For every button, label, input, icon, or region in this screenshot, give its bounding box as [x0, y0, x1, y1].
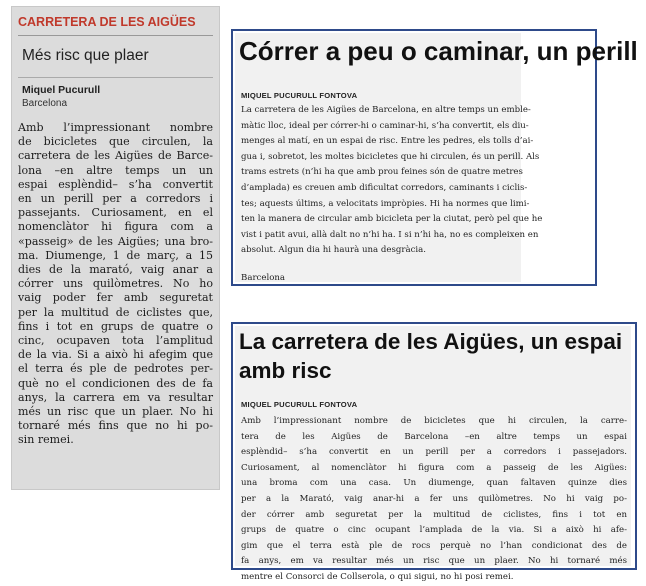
- letter-title: Córrer a peu o caminar, un perill: [239, 36, 638, 66]
- newspaper-clipping: [11, 6, 220, 490]
- body-line: tornaré més fins que no hi po-: [18, 419, 213, 433]
- body-line: de bicicletes que circulen, la: [18, 135, 213, 149]
- published-letter-2: [231, 322, 637, 582]
- body-line: ten la manera de circular amb bicicleta per la ciutat, però pel que he: [241, 214, 543, 225]
- letter-body: [241, 103, 543, 259]
- body-line: mentre el Consorci de Collserola, o qui sigui, no hi posi remei.: [241, 571, 514, 582]
- body-line: fa anys, em va resultar més un risc que un plaer. No hi tornaré més: [241, 556, 627, 567]
- body-line: màtic lloc, ideal per córrer-hi o caminar-hi, s’ha convertit, els diu-: [241, 120, 529, 131]
- title-line: La carretera de les Aigües, un espai: [239, 329, 623, 354]
- body-line: per a la Marató, vaig anar-hi a fer uns quilòmetres. No hi vaig po-: [241, 493, 627, 504]
- section-header: CARRETERA DE LES AIGÜES: [18, 15, 196, 29]
- body-line: Amb l’impressionant nombre: [18, 121, 213, 134]
- body-line: passejants. Curiosament, en el: [18, 206, 213, 220]
- body-line: der córrer amb seguretat per la multitud de ciclistes, fins i tot en: [241, 509, 627, 520]
- clipping-headline: Més risc que plaer: [22, 47, 149, 64]
- body-line: fins i tot en grups de quatre o: [18, 319, 213, 333]
- body-line: La carretera de les Aigües de Barcelona, en altre temps un emble-: [241, 105, 531, 115]
- body-line: esplèndid– s’ha convertit en un perill per a corredors i passejadors.: [241, 447, 627, 458]
- body-line: lona –en altre temps un un: [18, 163, 213, 177]
- letter-title: [239, 327, 622, 385]
- body-line: Curiosament, al nomenclàtor hi figura com a passeig de les Aigües:: [241, 462, 627, 473]
- body-line: «passeig» de les Aigües; una bro-: [18, 234, 213, 248]
- body-line: menges al matí, en un espai de risc. Entre les pedres, els tolls d’ai-: [241, 136, 534, 147]
- body-line: vist i patit avui, allà dalt no n’hi ha. I si n’hi ha, no es compleixen en: [241, 229, 539, 240]
- body-line: ma. Diumenge, 1 de març, a 15: [18, 248, 213, 262]
- body-line: una broma com una casa. Un diumenge, quan faltaven quinze dies: [241, 478, 627, 489]
- body-line: el terra és ple de pedrotes per-: [18, 362, 213, 376]
- body-line: gua i, sobretot, les moltes bicicletes que hi circulen, és un perill. Als: [241, 151, 540, 162]
- body-line: dies de la marató, vaig anar a: [18, 263, 213, 277]
- body-line: vaig poder fer amb seguretat: [18, 291, 213, 305]
- body-line: gim que el terra està ple de rocs perquè no l’han condicionat des de: [241, 540, 627, 551]
- clipping-body: [18, 121, 213, 448]
- body-line: nomenclàtor hi figura com a: [18, 220, 213, 234]
- body-line: tes; aquests últims, a velocitats impròpies. Hi ha normes que limi-: [241, 198, 530, 209]
- body-line: Amb l’impressionant nombre de bicicletes que hi circulen, la carre-: [241, 416, 627, 426]
- body-line: anys, la carrera em va resultar: [18, 390, 213, 404]
- letter-signature: Barcelona: [241, 273, 286, 283]
- clipping-author: Miquel Pucurull: [22, 84, 101, 96]
- body-line: de la via. Si a això hi afegim que: [18, 348, 213, 362]
- body-line: córrer uns quilòmetres. No ho: [18, 277, 213, 291]
- body-line: cinc, ocupaven tota l’amplitud: [18, 334, 213, 348]
- clipping-city: Barcelona: [22, 98, 68, 109]
- letter-panel: [235, 326, 631, 582]
- body-line: en un perill per a corredors i: [18, 192, 213, 206]
- body-line: carretera de les Aigües de Barce-: [18, 149, 213, 163]
- body-line: trams estrets (n’hi ha que amb prou feines són de quatre metres: [241, 167, 523, 178]
- body-line: sin remei.: [18, 433, 74, 447]
- divider: [18, 77, 213, 78]
- body-line: tera de les Aigües de Barcelona –en altre temps un espai: [241, 431, 627, 442]
- body-line: d’amplada) es creuen amb dificultat corredors, caminants i ciclis-: [241, 182, 528, 193]
- body-line: per la multitud de ciclistes que,: [18, 305, 213, 319]
- letter-panel: [235, 33, 638, 283]
- body-line: absolut. Algun dia hi haurà una desgràcia.: [241, 245, 427, 256]
- title-line: amb risc: [239, 358, 332, 383]
- body-line: espai esplèndid– s’ha convertit: [18, 177, 213, 191]
- letter-body: [241, 414, 627, 586]
- body-line: més un risc que un plaer. No hi: [18, 405, 213, 419]
- body-line: grups de quatre o cinc ocupant l’amplada de la via. Si a això hi afe-: [241, 525, 627, 536]
- published-letter-1: [231, 29, 638, 286]
- letter-byline: MIQUEL PUCURULL FONTOVA: [241, 400, 358, 409]
- divider: [18, 35, 213, 36]
- letter-byline: MIQUEL PUCURULL FONTOVA: [241, 91, 358, 100]
- body-line: què no el condicionen des de fa: [18, 376, 213, 390]
